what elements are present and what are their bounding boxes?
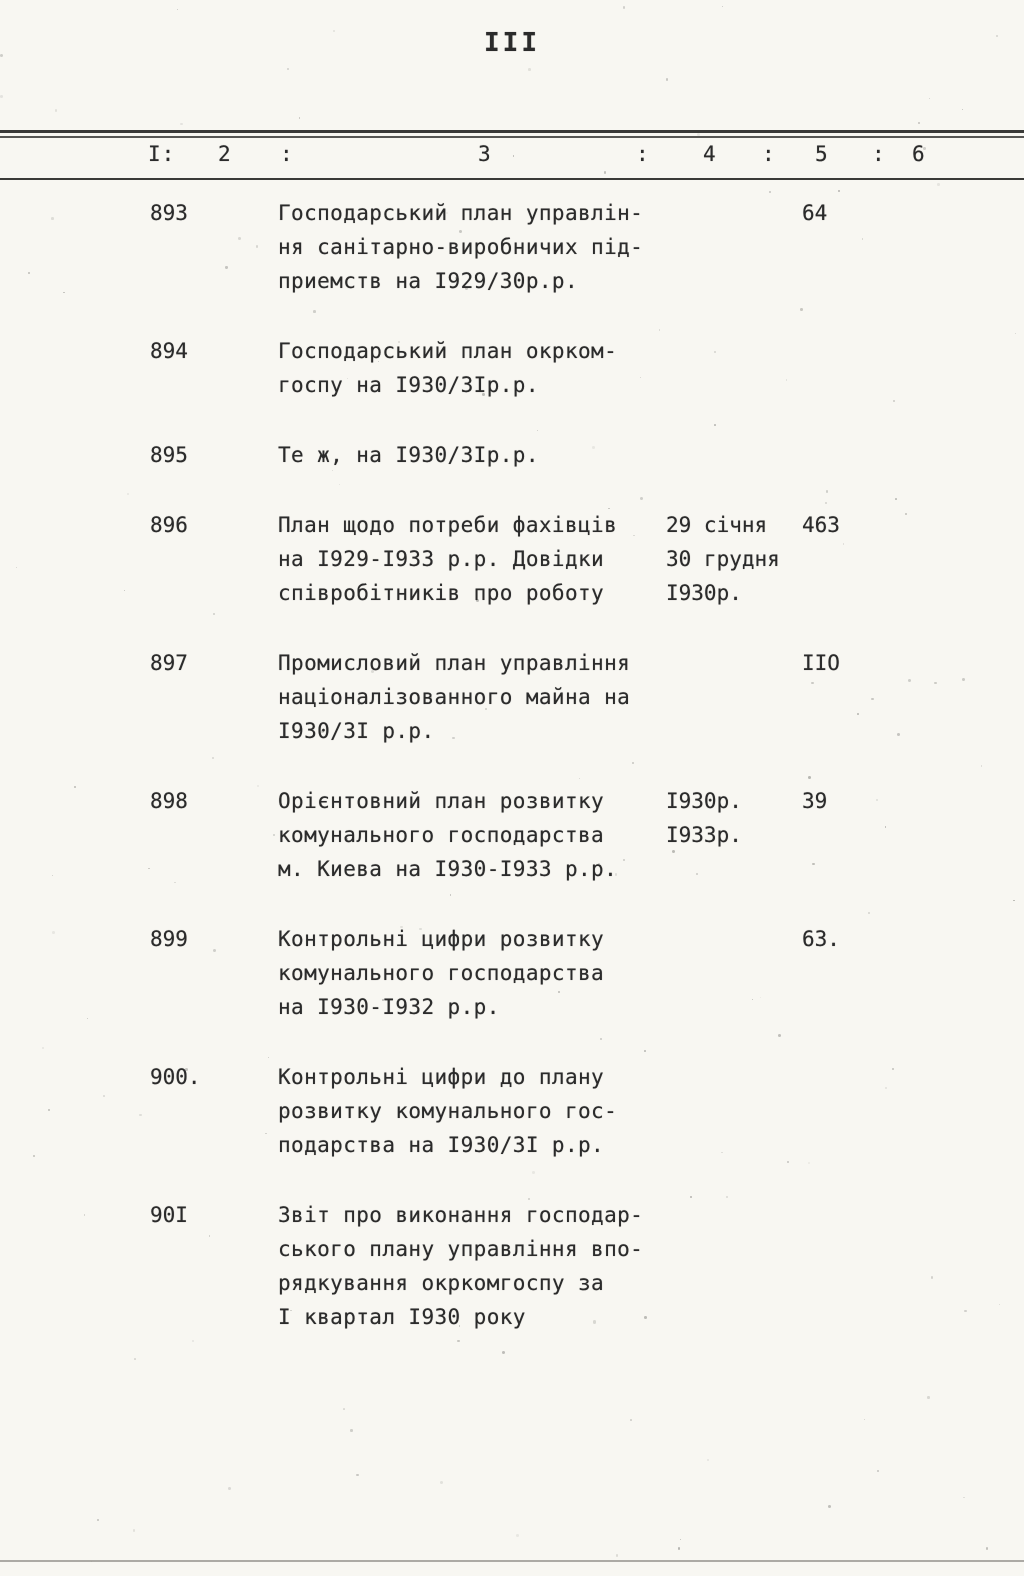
text-line: Орієнтовний план розвитку [278,789,605,813]
text-line: госпу на I930/3Iр.р. [278,373,539,397]
text-line: Контрольні цифри до плану [278,1065,605,1089]
text-line: ського плану управління впо- [278,1237,644,1261]
row-number: 90I [150,1203,188,1227]
header-cell: 4 [703,142,717,166]
text-line: співробітників про роботу [278,581,605,605]
text-line: I квартал I930 року [278,1305,526,1329]
text-line: подарства на I930/3I р.р. [278,1133,605,1157]
text-line: План щодо потреби фахівців [278,513,618,537]
header-bottom-rule [0,178,1024,180]
page-bottom-rule [0,1560,1024,1562]
row-number: 895 [150,443,188,467]
row-number: 898 [150,789,188,813]
text-line: Господарський план окрком- [278,339,618,363]
table-row [0,438,1024,472]
row-description [278,334,666,402]
row-sheet-count: 39 [802,789,828,813]
text-line: м. Киева на I930-I933 р.р. [278,857,618,881]
row-sheet-count: 463 [802,513,840,537]
row-number: 899 [150,927,188,951]
text-line: Звіт про виконання господар- [278,1203,644,1227]
row-sheet-count: 63. [802,927,840,951]
date-line: I930р. [666,581,742,605]
row-description [278,508,666,610]
date-line: I930р. [666,789,742,813]
table-row [0,784,1024,886]
row-sheet-count: 64 [802,201,828,225]
text-line: Господарський план управлін- [278,201,644,225]
row-description [278,922,666,1024]
row-dates [666,784,788,852]
text-line: комунального господарства [278,961,605,985]
text-line: комунального господарства [278,823,605,847]
text-line: націоналізованного майна на [278,685,631,709]
row-description [278,1060,666,1162]
header-cell: : [636,142,650,166]
row-description [278,784,666,886]
text-line: приемств на I929/30р.р. [278,269,578,293]
header-cell: : [280,142,294,166]
row-sheet-count: IIO [802,651,840,675]
text-line: на I929-I933 р.р. Довідки [278,547,605,571]
table-row [0,922,1024,1024]
table-row [0,508,1024,610]
table-body [0,196,1024,1370]
text-line: рядкування окркомгоспу за [278,1271,605,1295]
row-number: 900. [150,1065,201,1089]
date-line: 30 грудня [666,547,780,571]
row-number: 893 [150,201,188,225]
table-header [0,142,1024,174]
row-number: 894 [150,339,188,363]
table-row [0,1198,1024,1334]
header-cell: I: [148,142,176,166]
row-dates [666,508,788,610]
row-description [278,1198,666,1334]
table-top-rule-2 [0,136,1024,138]
text-line: на I930-I932 р.р. [278,995,500,1019]
table-row [0,646,1024,748]
table-top-rule [0,130,1024,133]
text-line: Промисловий план управління [278,651,631,675]
header-cell: : [762,142,776,166]
table-row [0,1060,1024,1162]
row-description [278,196,666,298]
row-description [278,646,666,748]
header-cell: 3 [478,142,492,166]
page-number: III [484,28,540,58]
text-line: ня санітарно-виробничих під- [278,235,644,259]
header-cell: 2 [218,142,232,166]
header-cell: 6 [912,142,926,166]
header-cell: : [872,142,886,166]
date-line: 29 січня [666,513,768,537]
row-description [278,438,666,472]
row-number: 897 [150,651,188,675]
text-line: Контрольні цифри розвитку [278,927,605,951]
table-row [0,196,1024,298]
text-line: I930/3I р.р. [278,719,435,743]
table-row [0,334,1024,402]
text-line: розвитку комунального гос- [278,1099,618,1123]
text-line: Те ж, на I930/3Iр.р. [278,443,539,467]
row-number: 896 [150,513,188,537]
header-cell: 5 [815,142,829,166]
date-line: I933р. [666,823,742,847]
